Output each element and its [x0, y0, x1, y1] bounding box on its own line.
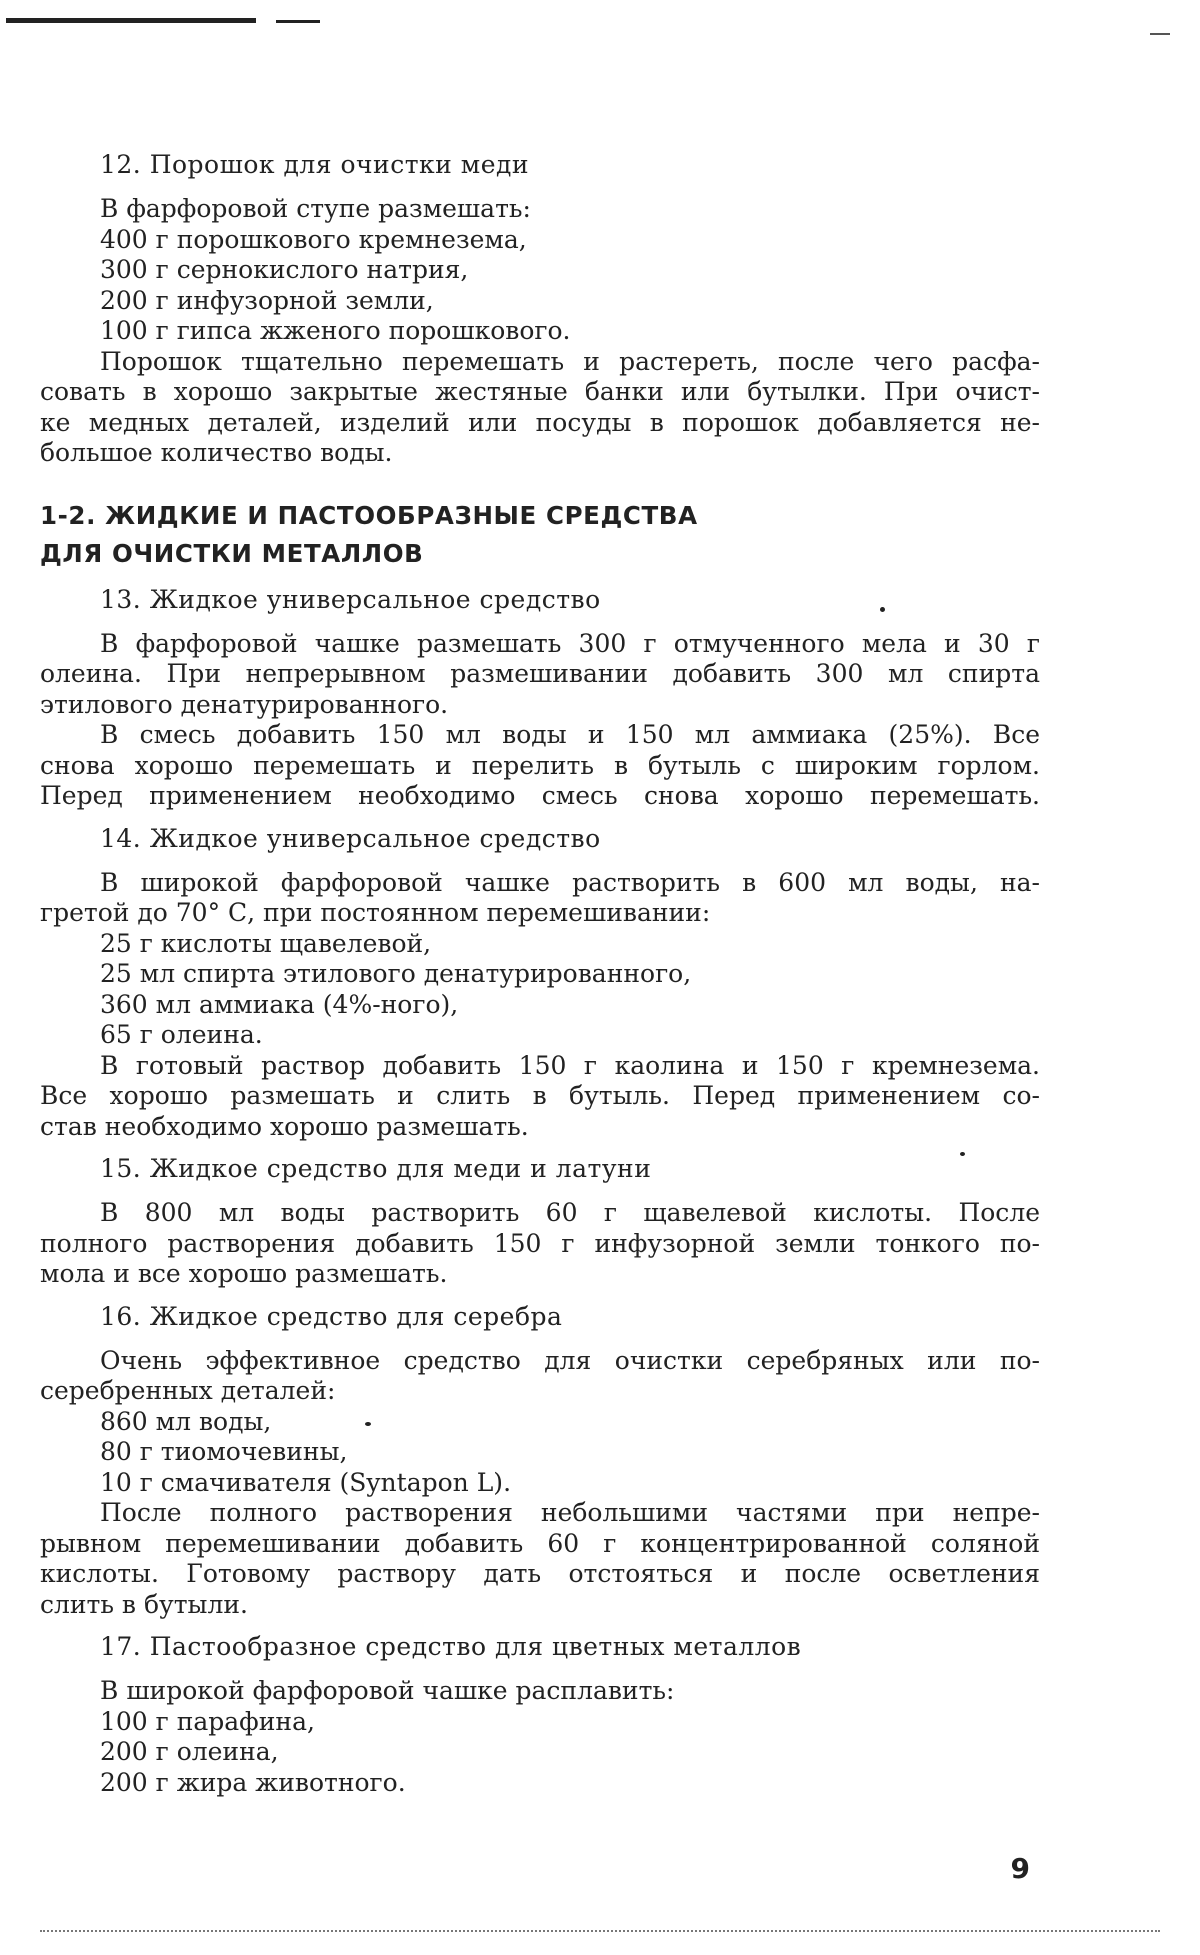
recipe-14-title: 14. Жидкое универсальное средство [100, 823, 601, 853]
text-line: В широкой фарфоровой чашке растворить в 600 мл воды, на- [100, 867, 1040, 897]
recipe-12-ingredients [40, 194, 1040, 347]
recipe-13-body [40, 629, 1040, 812]
page-number: 9 [1010, 1852, 1030, 1885]
recipe-17-body [40, 1676, 1040, 1798]
recipe-17-title: 17. Пастообразное средство для цветных металлов [100, 1632, 802, 1661]
text-line: Очень эффективное средство для очистки серебряных или по- [100, 1345, 1040, 1375]
section-heading [40, 497, 1040, 573]
recipe-12-instructions [40, 347, 1040, 469]
text-line: олеина. При непрерывном размешивании добавить 300 мл спирта [40, 659, 1040, 688]
text-line: слить в бутыли. [40, 1589, 248, 1619]
scan-speck [880, 607, 885, 612]
text-line: В 800 мл воды растворить 60 г щавелевой кислоты. После [100, 1198, 1040, 1227]
text-line: ке медных деталей, изделий или посуды в порошок добавляется не- [40, 407, 1040, 437]
text-line: этилового денатурированного. [40, 689, 449, 719]
text-line: совать в хорошо закрытые жестяные банки или бутылки. При очист- [40, 377, 1040, 406]
text-line: серебренных деталей: [40, 1376, 336, 1405]
text-line: кислоты. Готовому раствору дать отстояться и после осветления [40, 1559, 1040, 1588]
recipe-15-body [40, 1198, 1040, 1290]
text-line: 25 мл спирта этилового денатурированного, [100, 959, 692, 988]
text-line: 25 г кислоты щавелевой, [100, 928, 432, 958]
section-heading-line: 1-2. ЖИДКИЕ И ПАСТООБРАЗНЫЕ СРЕДСТВА [40, 500, 698, 530]
recipe-15-title: 15. Жидкое средство для меди и латуни [100, 1154, 652, 1183]
recipe-12-title: 12. Порошок для очистки меди [100, 150, 530, 179]
text-line: 200 г олеина, [100, 1737, 279, 1766]
text-line: Все хорошо размешать и слить в бутыль. Перед применением со- [40, 1081, 1040, 1110]
recipe-14-body [40, 868, 1040, 1143]
page-content [40, 150, 1040, 1798]
text-line: мола и все хорошо размешать. [40, 1259, 448, 1288]
text-line: снова хорошо перемешать и перелить в бутыль с широким горлом. [40, 750, 1040, 780]
text-line: 200 г инфузорной земли, [100, 285, 434, 315]
text-line: рывном перемешивании добавить 60 г концентрированной соляной [40, 1528, 1040, 1558]
text-line: Порошок тщательно перемешать и растереть, после чего расфа- [100, 346, 1040, 376]
top-rule-short [276, 20, 320, 23]
bottom-edge-noise [40, 1930, 1160, 1935]
section-heading-line: ДЛЯ ОЧИСТКИ МЕТАЛЛОВ [40, 538, 424, 568]
text-line: гретой до 70° С, при постоянном перемешивании: [40, 898, 711, 927]
text-line: Перед применением необходимо смесь снова хорошо перемешать. [40, 781, 1040, 810]
text-line: 200 г жира животного. [100, 1767, 406, 1797]
text-line: После полного растворения небольшими частями при непре- [100, 1498, 1040, 1527]
text-line: В широкой фарфоровой чашке расплавить: [100, 1676, 675, 1705]
text-line: полного растворения добавить 150 г инфузорной земли тонкого по- [40, 1228, 1040, 1258]
recipe-16-body [40, 1346, 1040, 1621]
recipe-13-title: 13. Жидкое универсальное средство [100, 584, 601, 614]
top-rule-right [1150, 33, 1170, 35]
text-line: 100 г гипса жженого порошкового. [100, 316, 571, 345]
text-line: В смесь добавить 150 мл воды и 150 мл аммиака (25%). Все [100, 720, 1040, 749]
text-line: 100 г парафина, [100, 1706, 315, 1736]
text-line: 860 мл воды, [100, 1406, 272, 1436]
text-line: В фарфоровой ступе размешать: [100, 194, 531, 223]
text-line: большое количество воды. [40, 438, 393, 467]
text-line: 360 мл аммиака (4%-ного), [100, 989, 459, 1019]
text-line: В готовый раствор добавить 150 г каолина и 150 г кремнезема. [100, 1050, 1040, 1080]
text-line: 10 г смачивателя (Syntapon L). [100, 1467, 512, 1497]
scan-speck [960, 1152, 965, 1156]
scan-speck [365, 1422, 371, 1426]
text-line: 65 г олеина. [100, 1020, 263, 1049]
text-line: став необходимо хорошо размешать. [40, 1111, 529, 1141]
recipe-16-title: 16. Жидкое средство для серебра [100, 1301, 563, 1331]
text-line: 80 г тиомочевины, [100, 1437, 348, 1466]
text-line: 300 г сернокислого натрия, [100, 255, 469, 284]
text-line: В фарфоровой чашке размешать 300 г отмученного мела и 30 г [100, 628, 1040, 658]
text-line: 400 г порошкового кремнезема, [100, 224, 527, 254]
top-rule [6, 18, 256, 23]
